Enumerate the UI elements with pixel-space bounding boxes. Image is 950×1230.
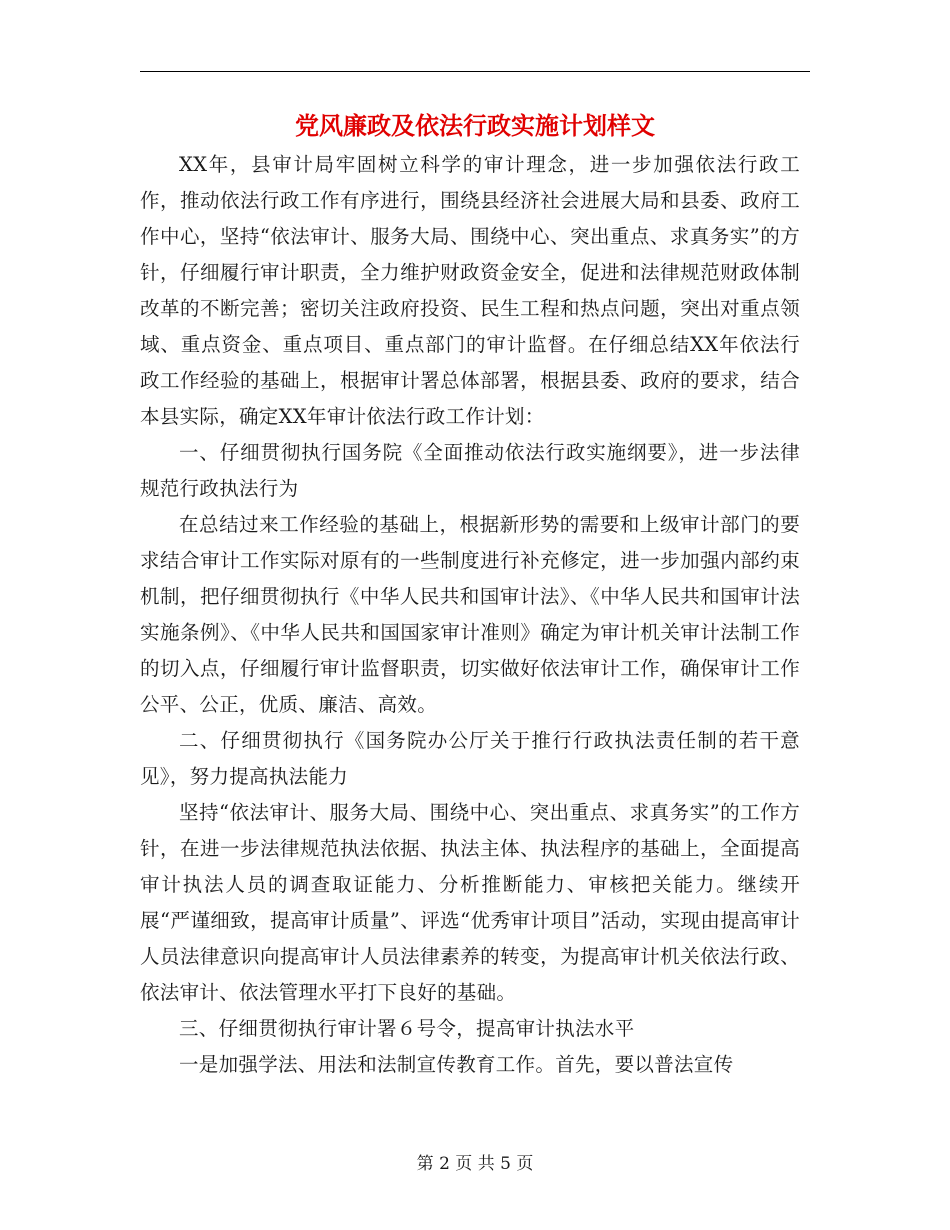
page-number: 第 2 页 共 5 页 xyxy=(416,1154,534,1174)
paragraph-section-2: 坚持“依法审计、服务大局、围绕中心、突出重点、求真务实”的工作方针，在进一步法律规范执法依据、执法主体、执法程序的基础上，全面提高审计执法人员的调查取证能力、分析推断能力、审核把关能力。继续开展“严谨细致，提高审计质量”、评选“优秀审计项目”活动，实现由提高审计人员法律意识向提高审计人员法律素养的转变，为提高审计机关依法行政、依法审计、依法管理水平打下良好的基础。 xyxy=(140,801,800,1004)
section-heading-3: 三、仔细贯彻执行审计署６号令，提高审计执法水平 xyxy=(179,1017,635,1040)
paragraph-section-1: 在总结过来工作经验的基础上，根据新形势的需要和上级审计部门的要求结合审计工作实际对原有的一些制度进行补充修定，进一步加强内部约束机制，把仔细贯彻执行《中华人民共和国审计法》、《中华人民共和国审计法实施条例》、《中华人民共和国国家审计准则》确定为审计机关审计法制工作的切入点，仔细履行审计监督职责，切实做好依法审计工作，确保审计工作公平、公正，优质、廉洁、高效。 xyxy=(140,513,800,716)
paragraph-section-3: 一是加强学法、用法和法制宣传教育工作。首先，要以普法宣传 xyxy=(179,1053,734,1076)
section-heading-2: 二、仔细贯彻执行《国务院办公厅关于推行行政执法责任制的若干意见》，努力提高执法能力 xyxy=(140,729,800,788)
paragraph-intro: XX年，县审计局牢固树立科学的审计理念，进一步加强依法行政工作，推动依法行政工作有序进行，围绕县经济社会进展大局和县委、政府工作中心，坚持“依法审计、服务大局、围绕中心、突出重点、求真务实”的方针，仔细履行审计职责，全力维护财政资金安全，促进和法律规范财政体制改革的不断完善；密切关注政府投资、民生工程和热点问题，突出对重点领域、重点资金、重点项目、重点部门的审计监督。在仔细总结XX年依法行政工作经验的基础上，根据审计署总体部署，根据县委、政府的要求，结合本县实际，确定XX年审计依法行政工作计划： xyxy=(140,153,800,428)
document-body xyxy=(140,147,800,1083)
document-title: 党风廉政及依法行政实施计划样文 xyxy=(295,111,655,140)
header-rule xyxy=(140,71,810,72)
section-heading-1: 一、仔细贯彻执行国务院《全面推动依法行政实施纲要》，进一步法律规范行政执法行为 xyxy=(140,441,800,500)
